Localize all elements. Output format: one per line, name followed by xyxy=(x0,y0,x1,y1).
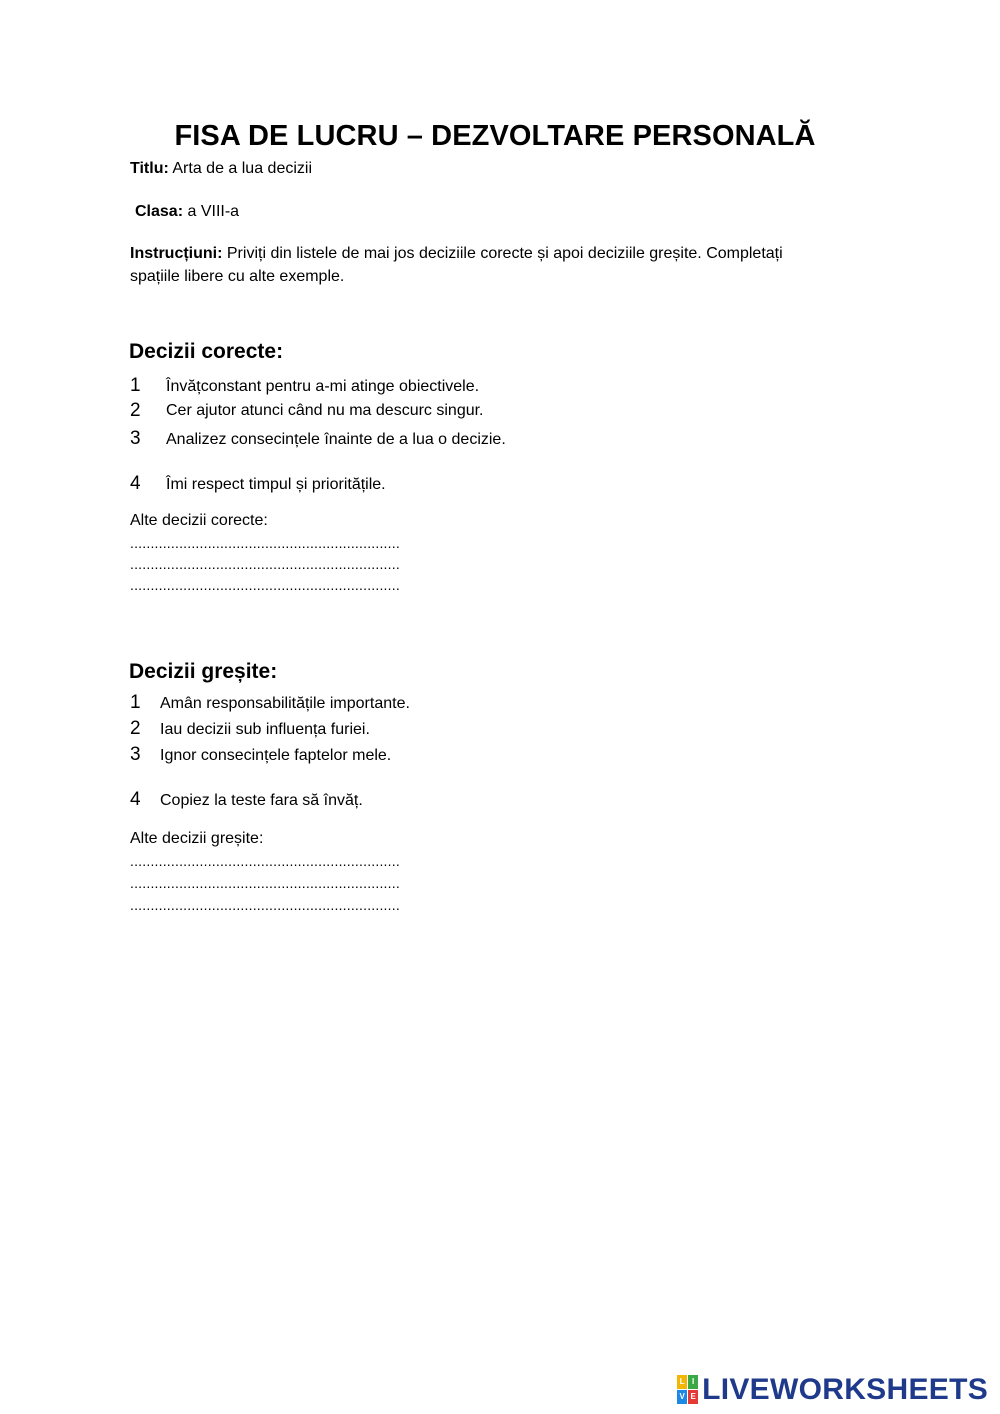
instructions-text: Priviți din listele de mai jos deciziile corecte și apoi deciziile greșite. Completați spațiile libere cu alte exemple. xyxy=(130,245,783,285)
wrong-item-1-number: 1 xyxy=(130,692,141,713)
page-title: FISA DE LUCRU – DEZVOLTARE PERSONALĂ xyxy=(174,120,816,152)
correct-blank-line-1[interactable]: .................................................................. xyxy=(130,535,400,551)
wrong-item-3-text: Ignor consecințele faptelor mele. xyxy=(160,747,392,764)
class-label: Clasa: xyxy=(135,203,184,220)
correct-item-4-text: Îmi respect timpul și prioritățile. xyxy=(166,476,386,493)
logo-mark-letter-l: L xyxy=(677,1375,687,1389)
wrong-blank-line-2[interactable]: .................................................................. xyxy=(130,875,400,891)
class-line xyxy=(135,203,239,221)
title-value: Arta de a lua decizii xyxy=(168,160,313,177)
wrong-other-label: Alte decizii greșite: xyxy=(130,830,264,847)
correct-heading: Decizii corecte: xyxy=(129,340,284,363)
correct-item-2-text: Cer ajutor atunci când nu ma descurc singur. xyxy=(166,402,484,419)
correct-item-3-number: 3 xyxy=(130,428,141,449)
class-value: a VIII-a xyxy=(183,203,240,220)
correct-other-label: Alte decizii corecte: xyxy=(130,512,268,529)
title-line xyxy=(130,160,312,178)
correct-item-2-number: 2 xyxy=(130,400,141,421)
wrong-blank-line-3[interactable]: .................................................................. xyxy=(130,897,400,913)
wrong-item-3-number: 3 xyxy=(130,744,141,765)
wrong-blank-line-1[interactable]: .................................................................. xyxy=(130,853,400,869)
wrong-item-4-text: Copiez la teste fara să învăț. xyxy=(160,792,363,809)
logo-mark-icon xyxy=(677,1375,699,1405)
instructions-label: Instrucțiuni: xyxy=(130,245,223,262)
logo-text: LIVEWORKSHEETS xyxy=(702,1373,988,1406)
correct-item-4-number: 4 xyxy=(130,473,141,494)
logo-mark-letter-i: I xyxy=(688,1375,698,1389)
correct-item-1-text: Învățconstant pentru a-mi atinge obiectivele. xyxy=(166,378,480,395)
correct-item-3-text: Analizez consecințele înainte de a lua o decizie. xyxy=(166,431,506,448)
logo-mark-letter-e: E xyxy=(688,1390,698,1404)
wrong-heading: Decizii greșite: xyxy=(129,660,278,683)
logo-mark-letter-v: V xyxy=(677,1390,687,1404)
wrong-item-1-text: Amân responsabilitățile importante. xyxy=(160,695,410,712)
wrong-item-2-text: Iau decizii sub influența furiei. xyxy=(160,721,370,738)
liveworksheets-logo xyxy=(677,1372,988,1408)
title-label: Titlu: xyxy=(130,160,169,177)
correct-blank-line-3[interactable]: .................................................................. xyxy=(130,577,400,593)
correct-blank-line-2[interactable]: .................................................................. xyxy=(130,556,400,572)
instructions xyxy=(130,242,830,288)
wrong-item-4-number: 4 xyxy=(130,789,141,810)
correct-item-1-number: 1 xyxy=(130,375,141,396)
wrong-item-2-number: 2 xyxy=(130,718,141,739)
